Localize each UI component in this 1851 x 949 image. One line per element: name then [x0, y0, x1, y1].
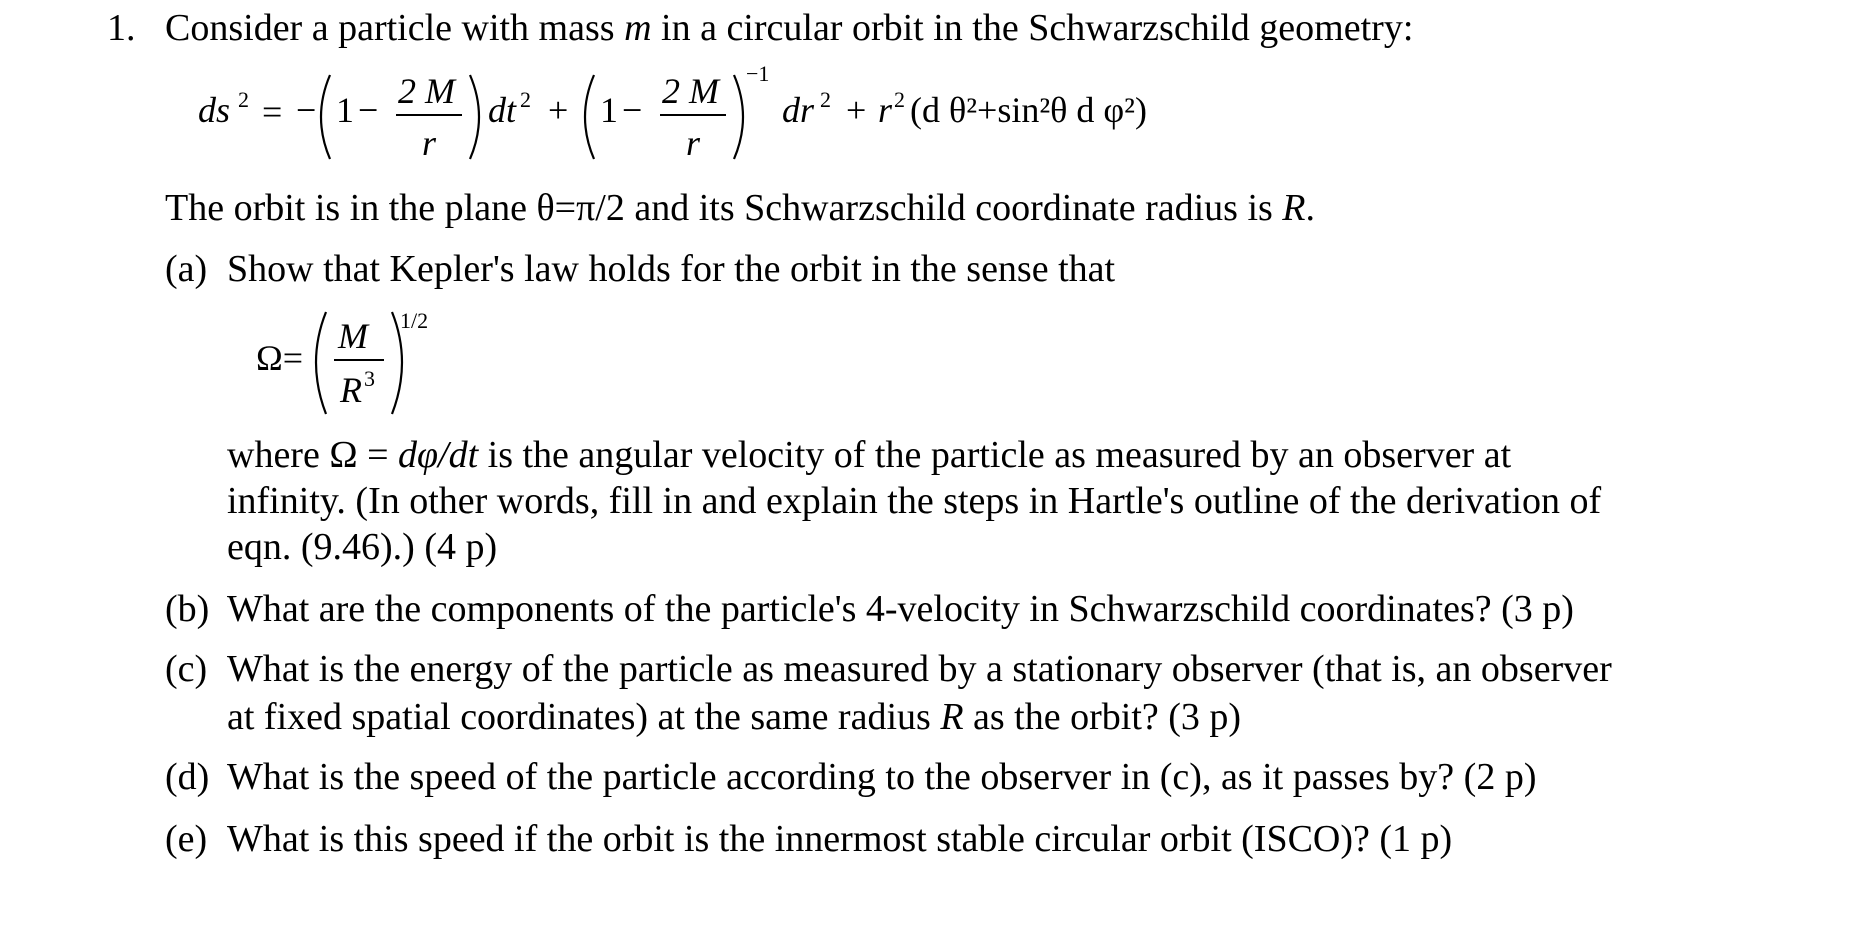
part-a-where: where Ω = dφ/dt is the angular velocity of the particle as measured by an observer at [227, 434, 1512, 476]
part-c-line2: at fixed spatial coordinates) at the same radius R as the orbit? (3 p) [227, 696, 1242, 738]
metric-plus-2: + [846, 90, 867, 130]
part-a-text: Show that Kepler's law holds for the orbit in the sense that [227, 248, 1116, 290]
metric-plus-1: + [548, 90, 569, 130]
part-b-text: What are the components of the particle's 4-velocity in Schwarzschild coordinates? (3 p) [227, 588, 1574, 630]
metric-one-1: 1 [336, 90, 354, 130]
metric-frac-den-2: r [686, 123, 701, 163]
part-e-label: (e) [165, 818, 208, 860]
paren-close-1 [470, 75, 479, 159]
metric-dt-exp: 2 [520, 87, 531, 112]
metric-minus: − [296, 90, 317, 130]
metric-frac-den-1: r [422, 123, 437, 163]
part-c-line1: What is the energy of the particle as measured by a stationary observer (that is, an observer [227, 648, 1612, 690]
kepler-den: R [340, 370, 362, 410]
metric-r-exp: 2 [894, 87, 905, 112]
metric-one-2: 1 [600, 90, 618, 130]
metric-equation [0, 55, 1300, 175]
metric-inverse-exp: −1 [746, 61, 770, 86]
kepler-num: M [338, 316, 368, 356]
metric-minus-1: − [358, 90, 379, 130]
plane-statement: The orbit is in the plane θ=π/2 and its Schwarzschild coordinate radius is R. [165, 187, 1316, 229]
metric-angular: (d θ²+sin²θ d φ²) [910, 90, 1147, 130]
metric-dt: dt [488, 90, 517, 130]
paren-open-1 [321, 75, 330, 159]
part-d-text: What is the speed of the particle according to the observer in (c), as it passes by? (2 p) [227, 756, 1537, 798]
metric-equals: = [262, 92, 283, 132]
problem-intro: Consider a particle with mass m in a circular orbit in the Schwarzschild geometry: [165, 7, 1414, 49]
kepler-paren-open [316, 312, 326, 414]
metric-dr-exp: 2 [820, 87, 831, 112]
paren-open-2 [585, 75, 594, 159]
kepler-den-exp: 3 [364, 366, 375, 391]
paren-close-2 [734, 75, 743, 159]
part-a-label: (a) [165, 248, 208, 290]
metric-lhs-exp: 2 [238, 87, 249, 112]
metric-dr: dr [782, 90, 815, 130]
metric-lhs: ds [198, 90, 231, 130]
problem-number: 1. [107, 7, 136, 49]
part-b-label: (b) [165, 588, 210, 630]
part-e-text: What is this speed if the orbit is the innermost stable circular orbit (ISCO)? (1 p) [227, 818, 1453, 860]
metric-minus-2: − [622, 90, 643, 130]
part-d-label: (d) [165, 756, 210, 798]
kepler-exp: 1/2 [400, 308, 429, 333]
metric-frac-num-1: 2 M [398, 71, 455, 111]
kepler-lhs: Ω= [256, 338, 304, 378]
metric-frac-num-2: 2 M [662, 71, 719, 111]
part-c-label: (c) [165, 648, 208, 690]
metric-r: r [878, 90, 893, 130]
part-a-line2: infinity. (In other words, fill in and explain the steps in Hartle's outline of the derivation of [227, 480, 1602, 522]
part-a-line3: eqn. (9.46).) (4 p) [227, 526, 498, 568]
kepler-formula [240, 300, 500, 430]
